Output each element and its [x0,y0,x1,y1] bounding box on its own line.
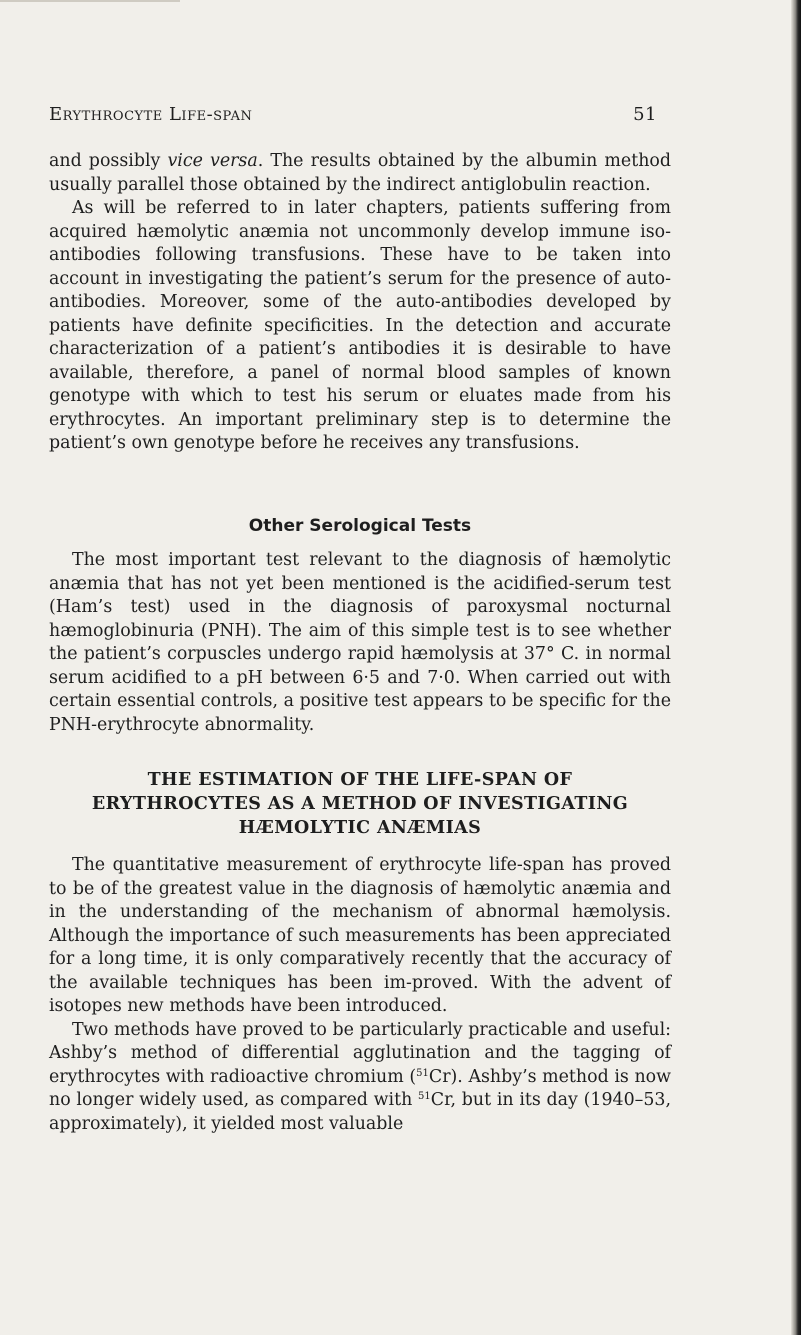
paragraph-two-methods: Two methods have proved to be particularly practicable and useful: Ashby’s method of differential agglutination and the tagging of erythrocytes with radioactive chromium ($^{51}$Cr). Ashby’s method is now no longer widely used, as compared with $^{51}$Cr, but in its day (1940–53, approximately), it yielded most valuable [49,1019,672,1134]
running-title: Erythrocyte Life-span [49,104,253,125]
section-life-span-text [49,854,671,1136]
chapter-section-heading: THE ESTIMATION OF THE LIFE-SPAN OF ERYTHROCYTES AS A METHOD OF INVESTIGATING HÆMOLYTIC ANÆMIAS [91,770,629,838]
isotope-superscript: 51 [416,1067,429,1079]
subheading-other-serological-tests: Other Serological Tests [248,516,472,536]
paragraph-iso-antibodies: As will be referred to in later chapters, patients suffering from acquired hæmolytic anæmia not uncommonly develop immune iso-antibodies following transfusions. These have to be taken into account in investigating the patient’s serum for the presence of auto-antibodies. Moreover, some of the auto-antibodies developed by patients have definite specificities. In the detection and accurate characterization of a patient’s antibodies it is desirable to have available, therefore, a panel of normal blood samples of known genotype with which to test his serum or eluates made from his erythrocytes. An important preliminary step is to determine the patient’s own genotype before he receives any transfusions. [49,198,671,453]
italic-phrase: vice versa [167,151,258,171]
page-number: 51 [633,104,657,125]
paragraph-quantitative-measurement: The quantitative measurement of erythrocyte life-span has proved to be of the greatest value in the diagnosis of hæmolytic anæmia and in the understanding of the mechanism of abnormal hæmolysis. Although the importance of such measurements has been appreciated for a long time, it is only comparatively recently that the accuracy of the available techniques has been im-proved. With the advent of isotopes new methods have been introduced. [49,855,671,1016]
page-edge-shadow [791,0,801,1335]
section-hams-test-text [49,549,671,737]
paragraph-continued: and possibly vice versa. The results obtained by the albumin method usually parallel those obtained by the indirect antiglobulin reaction. [49,151,672,195]
top-rule [0,0,180,2]
page-header [49,104,657,125]
paragraph-hams-test: The most important test relevant to the diagnosis of hæmolytic anæmia that has not yet been mentioned is the acidified-serum test (Ham’s test) used in the diagnosis of paroxysmal nocturnal hæmoglobinuria (PNH). The aim of this simple test is to see whether the patient’s corpuscles undergo rapid hæmolysis at 37° C. in normal serum acidified to a pH between 6·5 and 7·0. When carried out with certain essential controls, a positive test appears to be specific for the PNH-erythrocyte abnormality. [49,550,671,735]
section-serology-text [49,150,671,456]
isotope-superscript: 51 [418,1091,431,1102]
